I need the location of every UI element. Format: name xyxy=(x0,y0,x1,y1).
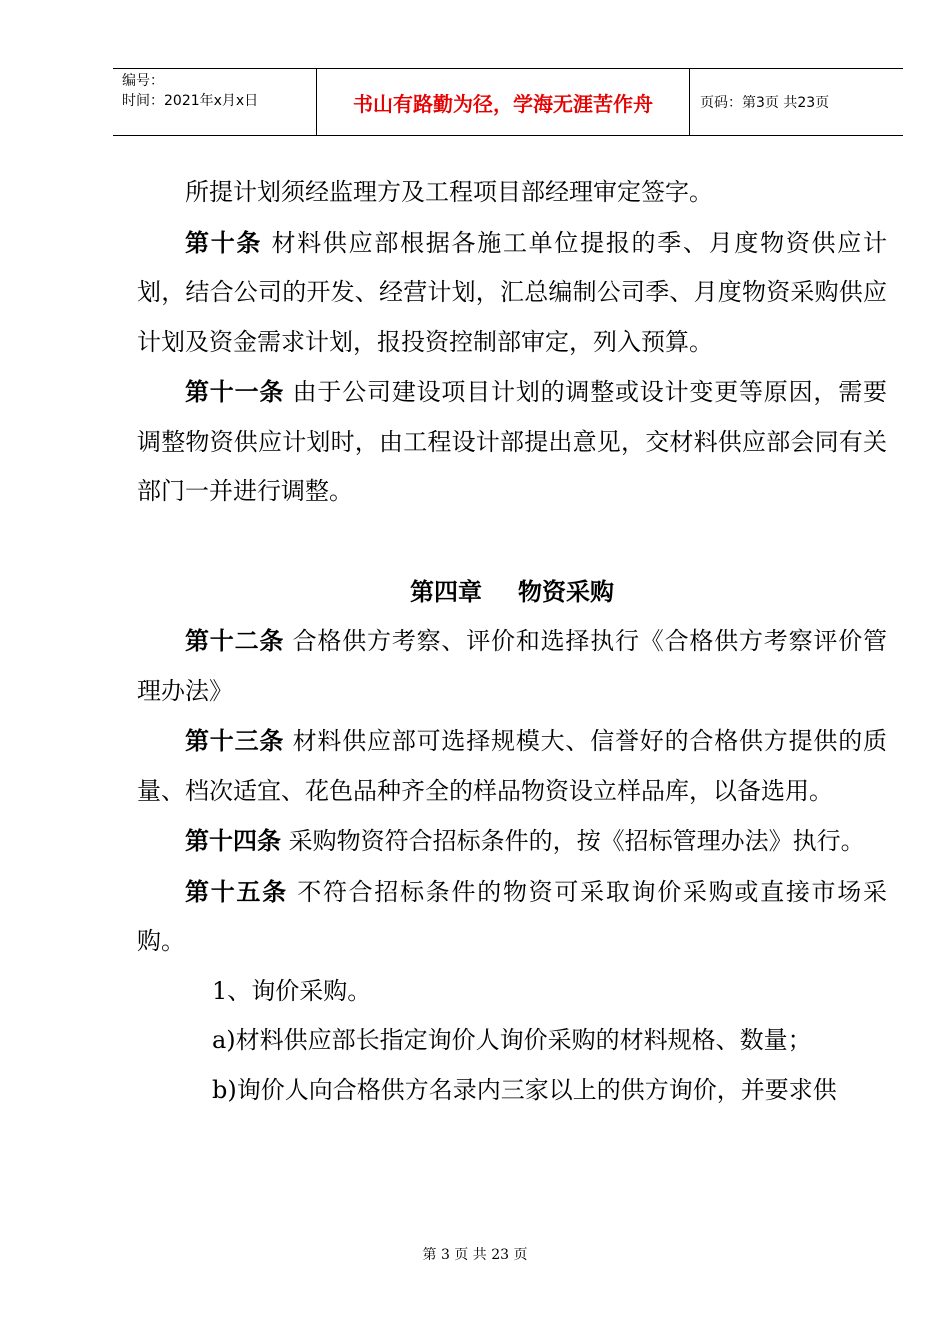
list-item: 1、询价采购。 xyxy=(212,976,372,1005)
article-number: 第十二条 xyxy=(185,626,285,655)
paragraph: 所提计划须经监理方及工程项目部经理审定签字。 xyxy=(185,178,713,206)
document-number-label: 编号： xyxy=(122,73,164,89)
article-text: 由于公司建设项目计划的调整或设计变更等原因，需要调整物资供应计划时，由工程设计部提出意见，交材料供应部会同有关部门一并进行调整。 xyxy=(137,378,887,505)
chapter-number: 第四章 xyxy=(410,576,482,606)
document-time-label: 时间：2021年x月x日 xyxy=(122,93,259,109)
page-footer: 第 3 页 共 23 页 xyxy=(422,1247,528,1263)
page-header xyxy=(113,68,903,136)
header-meta xyxy=(113,69,316,135)
article-text: 材料供应部根据各施工单位提报的季、月度物资供应计划，结合公司的开发、经营计划，汇总编制公司季、月度物资采购供应计划及资金需求计划，报投资控制部审定，列入预算。 xyxy=(137,228,887,356)
article-10 xyxy=(137,218,887,368)
article-12 xyxy=(137,616,887,716)
article-number: 第十一条 xyxy=(185,377,285,406)
article-14 xyxy=(137,816,887,867)
article-text: 采购物资符合招标条件的，按《招标管理办法》执行。 xyxy=(281,827,865,855)
article-text: 合格供方考察、评价和选择执行《合格供方考察评价管理办法》 xyxy=(137,627,887,705)
article-text: 材料供应部可选择规模大、信誉好的合格供方提供的质量、档次适宜、花色品种齐全的样品物资设立样品库，以备选用。 xyxy=(137,727,887,805)
article-number: 第十四条 xyxy=(185,826,281,855)
chapter-title: 物资采购 xyxy=(518,576,614,606)
document-body xyxy=(137,168,887,1115)
article-number: 第十三条 xyxy=(185,726,285,755)
article-11 xyxy=(137,367,887,517)
header-motto: 书山有路勤为径，学海无涯苦作舟 xyxy=(316,69,690,135)
header-page-info: 页码：第3页 共23页 xyxy=(700,95,830,111)
article-15 xyxy=(137,867,887,967)
list-item: a)材料供应部长指定询价人询价采购的材料规格、数量； xyxy=(212,1026,812,1054)
article-text: 不符合招标条件的物资可采取询价采购或直接市场采购。 xyxy=(137,877,887,955)
chapter-heading xyxy=(137,517,887,617)
list-item: b)询价人向合格供方名录内三家以上的供方询价，并要求供 xyxy=(212,1075,837,1104)
article-number: 第十五条 xyxy=(185,876,288,906)
article-13 xyxy=(137,716,887,816)
article-number: 第十条 xyxy=(185,227,263,257)
